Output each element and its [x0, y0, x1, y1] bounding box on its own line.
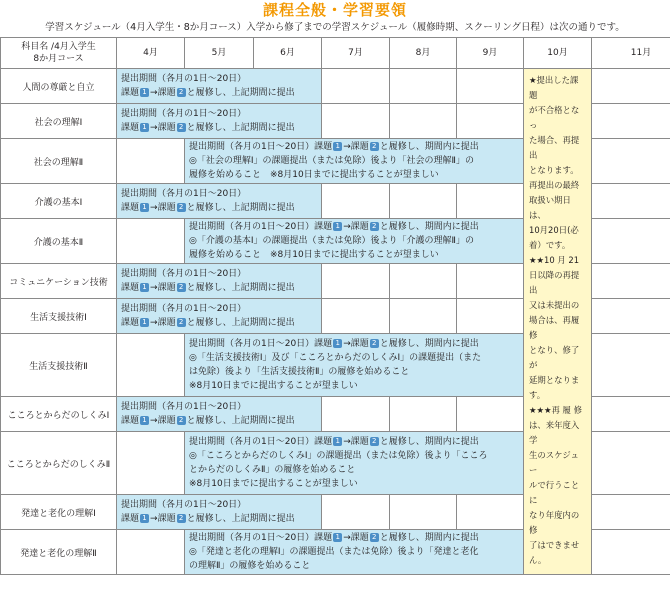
task-text: と履修し、期間内に提出	[379, 437, 479, 447]
submission-period-cell	[185, 334, 524, 397]
submission-period-cell	[117, 184, 322, 219]
period-text: 提出期間（各月の1日～20日）	[121, 74, 247, 84]
header-month: 9月	[457, 38, 524, 69]
period-text: 提出期間（各月の1日～20日）	[121, 500, 247, 510]
empty-cell	[592, 432, 670, 495]
subject-name: 介護の基本Ⅱ	[1, 219, 117, 264]
empty-cell	[322, 495, 390, 530]
subject-name: 介護の基本Ⅰ	[1, 184, 117, 219]
period-text: 提出期間（各月の1日～20日）課題	[189, 437, 333, 447]
task-text: と履修し、上記期間に提出	[186, 514, 295, 524]
page-title: 課程全般・学習要領	[262, 1, 407, 19]
task-number-badge: 1	[333, 222, 342, 231]
task-text: と履修し、上記期間に提出	[186, 123, 295, 133]
empty-cell	[390, 184, 457, 219]
subject-name: コミュニケーション技術	[1, 264, 117, 299]
empty-cell	[117, 432, 185, 495]
empty-cell	[117, 530, 185, 575]
subject-name: 生活支援技術Ⅰ	[1, 299, 117, 334]
note-line: ★★10 月 21	[529, 255, 580, 265]
task-text: と履修し、上記期間に提出	[186, 203, 295, 213]
note-line: 了はできませ	[529, 540, 580, 550]
header-month: 5月	[185, 38, 254, 69]
empty-cell	[592, 334, 670, 397]
arrow-text: →	[150, 416, 158, 426]
note-line: なり年度内の修	[529, 510, 580, 535]
period-text: 提出期間（各月の1日～20日）	[121, 189, 247, 199]
task-text: →課題	[343, 339, 369, 349]
note-line: ん。	[529, 555, 547, 565]
task-text: 課題	[157, 283, 176, 293]
condition-text: ◎「介護の基本Ⅰ」の課題提出（または免除）後より「介護の理解Ⅱ」の	[189, 236, 474, 246]
header-month: 8月	[390, 38, 457, 69]
empty-cell	[117, 334, 185, 397]
note-line: となります。	[529, 165, 579, 175]
empty-cell	[322, 299, 390, 334]
empty-cell	[390, 495, 457, 530]
period-text: 提出期間（各月の1日～20日）	[121, 304, 247, 314]
note-line: 再提出の最終	[529, 180, 580, 190]
task-text: 課題	[121, 88, 140, 98]
period-text: 提出期間（各月の1日～20日）	[121, 109, 247, 119]
empty-cell	[592, 299, 670, 334]
task-number-badge: 2	[370, 533, 379, 542]
arrow-text: →	[150, 318, 158, 328]
subject-name: こころとからだのしくみⅡ	[1, 432, 117, 495]
condition-text: ◎「こころとからだのしくみⅠ」の課題提出（または免除）後より「こころ	[189, 451, 488, 461]
task-text: 課題	[121, 123, 140, 133]
empty-cell	[322, 104, 390, 139]
submission-period-cell	[117, 495, 322, 530]
submission-period-cell	[185, 432, 524, 495]
task-text: と履修し、期間内に提出	[379, 533, 479, 543]
empty-cell	[117, 219, 185, 264]
empty-cell	[322, 264, 390, 299]
subject-name: こころとからだのしくみⅠ	[1, 397, 117, 432]
note-line: ★提出した課題	[529, 75, 579, 100]
task-text: 課題	[157, 514, 176, 524]
note-line: 場合は、再履修	[529, 315, 580, 340]
empty-cell	[390, 264, 457, 299]
condition-text: ◎「生活支援技術Ⅰ」及び「こころとからだのしくみⅠ」の課題提出（また	[189, 353, 482, 363]
task-text: 課題	[157, 123, 176, 133]
task-number-badge: 2	[177, 514, 186, 523]
task-number-badge: 1	[140, 203, 149, 212]
empty-cell	[457, 184, 524, 219]
header-month: 4月	[117, 38, 185, 69]
subject-name: 発達と老化の理解Ⅱ	[1, 530, 117, 575]
task-text: と履修し、上記期間に提出	[186, 88, 295, 98]
arrow-text: →	[150, 283, 158, 293]
task-text: と履修し、期間内に提出	[379, 222, 479, 232]
condition-text: ※8月10日までに提出することが望ましい	[189, 381, 358, 391]
task-text: と履修し、期間内に提出	[379, 339, 479, 349]
empty-cell	[457, 264, 524, 299]
empty-cell	[592, 139, 670, 184]
header-row	[1, 38, 670, 69]
condition-text: の理解Ⅱ」の履修を始めること	[189, 561, 311, 571]
condition-text: ◎「社会の理解Ⅰ」の課題提出（または免除）後より「社会の理解Ⅱ」の	[189, 156, 474, 166]
period-text: 提出期間（各月の1日～20日）課題	[189, 339, 333, 349]
task-number-badge: 1	[140, 318, 149, 327]
empty-cell	[390, 397, 457, 432]
submission-period-cell	[117, 264, 322, 299]
task-text: 課題	[157, 88, 176, 98]
header-subject: 科目名 /4月入学生 8か月コース	[1, 38, 117, 69]
submission-period-cell	[117, 69, 322, 104]
task-number-badge: 2	[370, 142, 379, 151]
task-text: 課題	[121, 318, 140, 328]
subject-name: 社会の理解Ⅱ	[1, 139, 117, 184]
task-text: →課題	[343, 437, 369, 447]
task-text: 課題	[121, 416, 140, 426]
empty-cell	[322, 184, 390, 219]
resubmission-note	[524, 69, 592, 575]
task-text: 課題	[157, 203, 176, 213]
subject-name: 社会の理解Ⅰ	[1, 104, 117, 139]
task-text: 課題	[121, 283, 140, 293]
arrow-text: →	[150, 203, 158, 213]
task-number-badge: 2	[177, 88, 186, 97]
empty-cell	[390, 299, 457, 334]
task-text: と履修し、上記期間に提出	[186, 283, 295, 293]
note-line: 日以降の再提出	[529, 270, 580, 295]
task-number-badge: 1	[140, 88, 149, 97]
task-text: と履修し、上記期間に提出	[186, 416, 295, 426]
submission-period-cell	[117, 397, 322, 432]
task-number-badge: 1	[140, 416, 149, 425]
submission-period-cell	[185, 219, 524, 264]
task-text: と履修し、期間内に提出	[379, 142, 479, 152]
task-number-badge: 2	[370, 222, 379, 231]
subject-name: 発達と老化の理解Ⅰ	[1, 495, 117, 530]
arrow-text: →	[150, 123, 158, 133]
empty-cell	[592, 69, 670, 104]
header-month: 6月	[254, 38, 322, 69]
note-line: 取扱い期日は、	[529, 195, 571, 220]
task-number-badge: 1	[333, 533, 342, 542]
task-number-badge: 1	[333, 437, 342, 446]
condition-text: とからだのしくみⅡ」の履修を始めること	[189, 465, 356, 475]
task-number-badge: 1	[333, 142, 342, 151]
task-number-badge: 2	[177, 203, 186, 212]
task-number-badge: 2	[177, 123, 186, 132]
arrow-text: →	[150, 514, 158, 524]
period-text: 提出期間（各月の1日～20日）課題	[189, 142, 333, 152]
task-number-badge: 2	[177, 318, 186, 327]
arrow-text: →	[150, 88, 158, 98]
empty-cell	[592, 184, 670, 219]
note-line: ルで行うことに	[529, 480, 580, 505]
condition-text: ※8月10日までに提出することが望ましい	[189, 479, 358, 489]
note-line: 10月20日(必	[529, 225, 579, 235]
submission-period-cell	[117, 299, 322, 334]
note-line: 着）です。	[529, 240, 571, 250]
task-number-badge: 1	[140, 514, 149, 523]
task-text: 課題	[121, 203, 140, 213]
empty-cell	[390, 104, 457, 139]
task-text: 課題	[157, 416, 176, 426]
empty-cell	[457, 397, 524, 432]
task-text: →課題	[343, 142, 369, 152]
submission-period-cell	[185, 530, 524, 575]
condition-text: ◎「発達と老化の理解Ⅰ」の課題提出（または免除）後より「発達と老化	[189, 547, 479, 557]
empty-cell	[457, 69, 524, 104]
note-line: ★★★再 履 修	[529, 405, 582, 415]
header-month: 10月	[524, 38, 592, 69]
note-line: となり、修了が	[529, 345, 580, 370]
task-text: と履修し、上記期間に提出	[186, 318, 295, 328]
empty-cell	[117, 139, 185, 184]
empty-cell	[457, 299, 524, 334]
task-number-badge: 2	[177, 416, 186, 425]
submission-period-cell	[117, 104, 322, 139]
period-text: 提出期間（各月の1日～20日）	[121, 269, 247, 279]
empty-cell	[592, 530, 670, 575]
intro-text: 学習スケジュール（4月入学生・8か月コース）入学から修了までの学習スケジュール（履修時期、スクーリング日程）は次の通りです。	[45, 22, 625, 33]
task-number-badge: 1	[140, 283, 149, 292]
empty-cell	[592, 397, 670, 432]
period-text: 提出期間（各月の1日～20日）課題	[189, 533, 333, 543]
condition-text: は免除）後より「生活支援技術Ⅱ」の履修を始めること	[189, 367, 410, 377]
task-text: →課題	[343, 222, 369, 232]
empty-cell	[592, 495, 670, 530]
task-text: 課題	[121, 514, 140, 524]
empty-cell	[322, 69, 390, 104]
empty-cell	[322, 397, 390, 432]
table-row	[1, 69, 670, 104]
task-number-badge: 2	[370, 339, 379, 348]
period-text: 提出期間（各月の1日～20日）課題	[189, 222, 333, 232]
note-line: 延期となりま	[529, 375, 580, 385]
task-text: →課題	[343, 533, 369, 543]
empty-cell	[592, 219, 670, 264]
note-line: は、来年度入学	[529, 420, 580, 445]
header-month: 11月	[592, 38, 670, 69]
period-text: 提出期間（各月の1日～20日）	[121, 402, 247, 412]
header-month: 7月	[322, 38, 390, 69]
task-number-badge: 1	[333, 339, 342, 348]
task-number-badge: 2	[177, 283, 186, 292]
note-line: す。	[529, 390, 546, 400]
note-line: た場合、再提出	[529, 135, 580, 160]
schedule-table	[0, 37, 670, 575]
subject-name: 人間の尊厳と自立	[1, 69, 117, 104]
task-number-badge: 1	[140, 123, 149, 132]
empty-cell	[457, 104, 524, 139]
task-number-badge: 2	[370, 437, 379, 446]
note-line: が不合格となっ	[529, 105, 580, 130]
condition-text: 履修を始めること ※8月10日までに提出することが望ましい	[189, 170, 439, 180]
empty-cell	[390, 69, 457, 104]
task-text: 課題	[157, 318, 176, 328]
note-line: 生のスケジュー	[529, 450, 579, 475]
empty-cell	[592, 104, 670, 139]
submission-period-cell	[185, 139, 524, 184]
condition-text: 履修を始めること ※8月10日までに提出することが望ましい	[189, 250, 439, 260]
note-line: 又は未提出の	[529, 300, 580, 310]
empty-cell	[457, 495, 524, 530]
empty-cell	[592, 264, 670, 299]
subject-name: 生活支援技術Ⅱ	[1, 334, 117, 397]
